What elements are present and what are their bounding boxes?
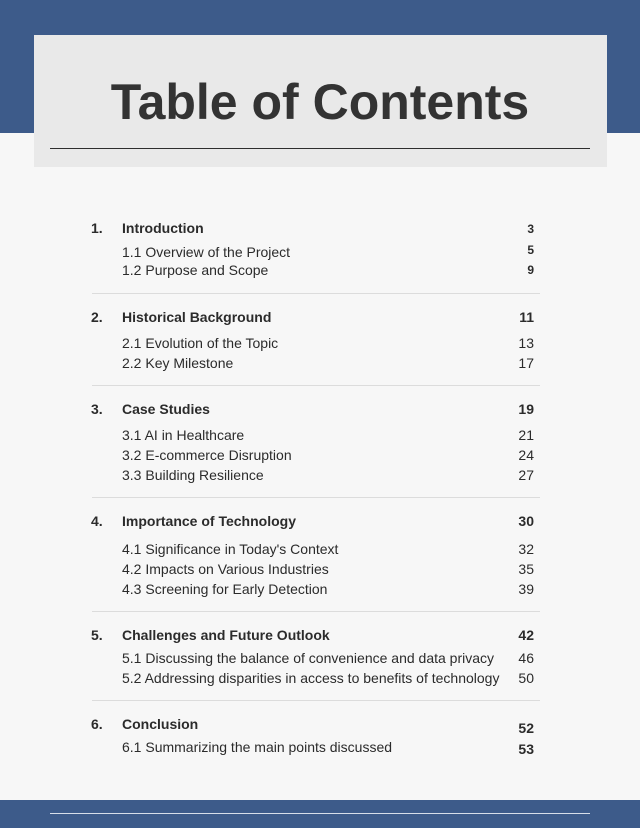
section-page: 19 (518, 401, 534, 417)
section-number: 1. (91, 220, 103, 236)
subsection-title[interactable]: 4.1 Significance in Today's Context (122, 541, 339, 557)
subsection-title[interactable]: 2.2 Key Milestone (122, 355, 234, 371)
subsection-title[interactable]: 3.2 E-commerce Disruption (122, 447, 292, 463)
subsection-page: 53 (518, 741, 534, 757)
subsection-page: 32 (518, 541, 534, 557)
subsection-title[interactable]: 4.2 Impacts on Various Industries (122, 561, 329, 577)
subsection-title[interactable]: 1.1 Overview of the Project (122, 244, 291, 260)
section-number: 3. (91, 401, 103, 417)
section-title-case-studies[interactable]: Case Studies (122, 401, 210, 417)
footer-band (0, 800, 640, 828)
page-title: Table of Contents (110, 74, 530, 130)
section-page: 30 (518, 513, 534, 529)
subsection-page: 35 (518, 561, 534, 577)
subsection-title[interactable]: 6.1 Summarizing the main points discussed (122, 739, 393, 755)
subsection-title[interactable]: 2.1 Evolution of the Topic (122, 335, 279, 351)
section-divider (92, 385, 540, 386)
footer-rule (50, 813, 590, 814)
section-title-conclusion[interactable]: Conclusion (122, 716, 199, 732)
section-divider (92, 611, 540, 612)
subsection-title[interactable]: 5.1 Discussing the balance of convenience and data privacy (122, 650, 495, 666)
subsection-title[interactable]: 3.1 AI in Healthcare (122, 427, 245, 443)
section-title-importance-of-technology[interactable]: Importance of Technology (122, 513, 296, 529)
section-divider (92, 700, 540, 701)
subsection-page: 17 (518, 355, 534, 371)
section-number: 2. (91, 309, 103, 325)
subsection-title[interactable]: 4.3 Screening for Early Detection (122, 581, 328, 597)
section-title-challenges-and-future-outlook[interactable]: Challenges and Future Outlook (122, 627, 330, 643)
subsection-page: 21 (518, 427, 534, 443)
section-page: 11 (519, 309, 534, 325)
section-number: 6. (91, 716, 103, 732)
section-title-introduction[interactable]: Introduction (122, 220, 204, 236)
section-divider (92, 497, 540, 498)
subsection-title[interactable]: 5.2 Addressing disparities in access to benefits of technology (122, 670, 500, 686)
section-divider (92, 293, 540, 294)
section-page: 52 (518, 720, 534, 736)
subsection-title[interactable]: 3.3 Building Resilience (122, 467, 264, 483)
section-number: 5. (91, 627, 103, 643)
section-page: 3 (527, 222, 534, 236)
subsection-page: 27 (518, 467, 534, 483)
section-page: 42 (518, 627, 534, 643)
subsection-page: 24 (518, 447, 534, 463)
subsection-page: 46 (518, 650, 534, 666)
subsection-page: 5 (527, 243, 534, 257)
subsection-page: 9 (527, 263, 534, 277)
section-title-historical-background[interactable]: Historical Background (122, 309, 272, 325)
subsection-page: 50 (518, 670, 534, 686)
subsection-page: 13 (518, 335, 534, 351)
section-number: 4. (91, 513, 103, 529)
subsection-title[interactable]: 1.2 Purpose and Scope (122, 262, 269, 278)
subsection-page: 39 (518, 581, 534, 597)
